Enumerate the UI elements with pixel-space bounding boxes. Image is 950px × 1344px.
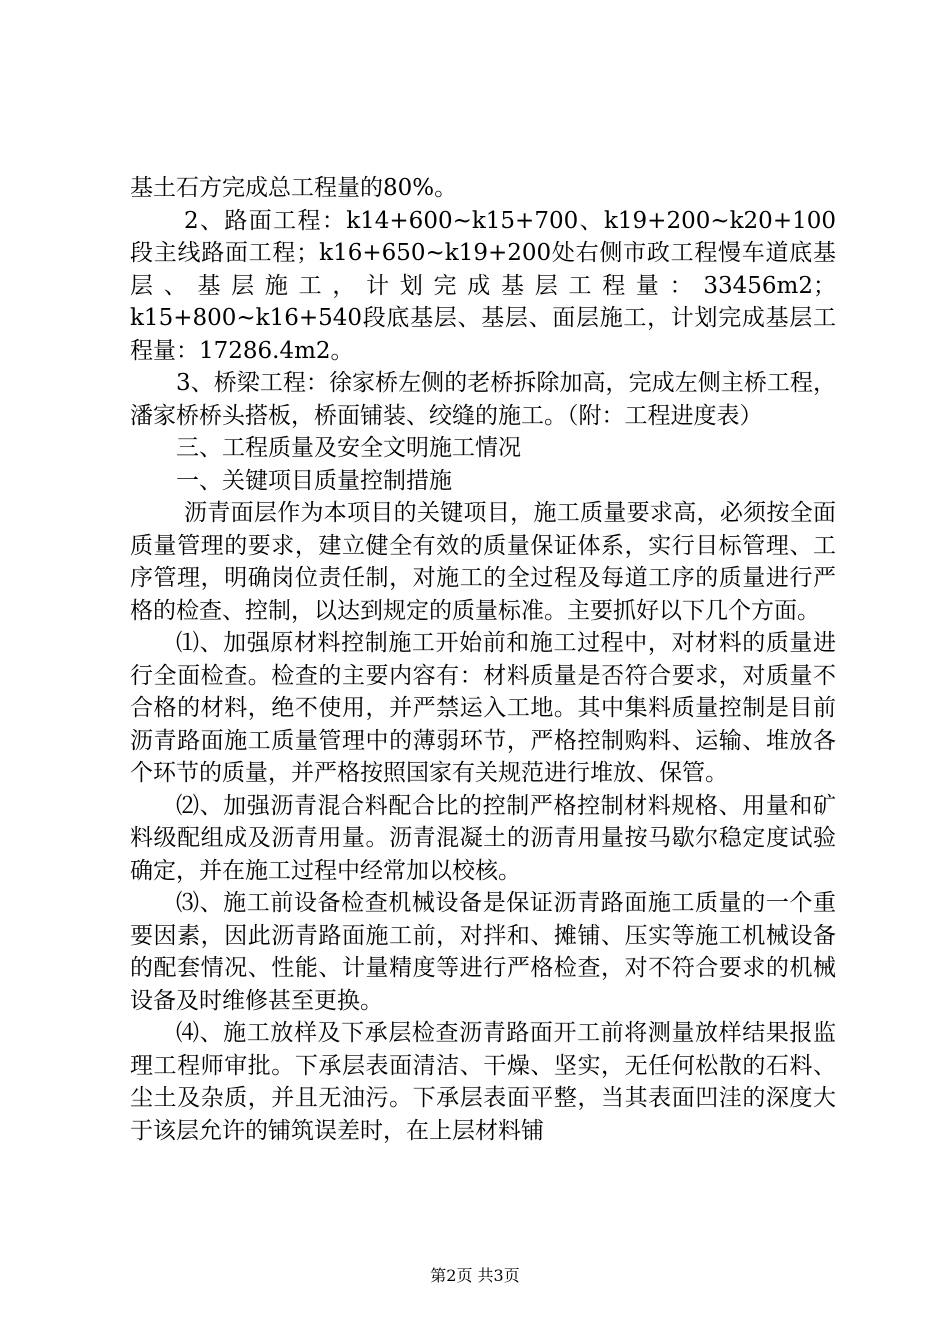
paragraph-7: ⑴、加强原材料控制施工开始前和施工过程中，对材料的质量进行全面检查。检查的主要内容有：材料质量是否符合要求，对质量不合格的材料，绝不使用，并严禁运入工地。其中集料质量控制是目前沥青路面施工质量管理中的薄弱环节，严格控制购料、运输、堆放各个环节的质量，并严格按照国家有关规范进行堆放、保管。 — [130, 630, 836, 786]
paragraph-8: ⑵、加强沥青混合料配合比的控制严格控制材料规格、用量和矿料级配组成及沥青用量。沥青混凝土的沥青用量按马歇尔稳定度试验确定，并在施工过程中经常加以校核。 — [130, 792, 836, 884]
paragraph-2: 2、路面工程：k14+600~k15+700、k19+200~k20+100段主线路面工程；k16+650~k19+200处右侧市政工程慢车道底基层、基层施工，计划完成基层工程量：33456m2；k15+800~k16+540段底基层、基层、面层施工，计划完成基层工程量：17286.4m2。 — [130, 207, 836, 364]
paragraph-10: ⑷、施工放样及下承层检查沥青路面开工前将测量放样结果报监理工程师审批。下承层表面清洁、干燥、坚实，无任何松散的石料、尘土及杂质，并且无油污。下承层表面平整，当其表面凹洼的深度大于该层允许的铺筑误差时，在上层材料铺 — [130, 1020, 836, 1144]
document-body — [130, 172, 836, 1147]
paragraph-6: 沥青面层作为本项目的关键项目，施工质量要求高，必须按全面质量管理的要求，建立健全有效的质量保证体系，实行目标管理、工序管理，明确岗位责任制，对施工的全过程及每道工序的质量进行严格的检查、控制，以达到规定的质量标准。主要抓好以下几个方面。 — [130, 500, 836, 624]
paragraph-1: 基土石方完成总工程量的80%。 — [130, 175, 458, 201]
page-footer: 第2页 共3页 — [430, 1266, 520, 1285]
section-heading-3: 三、工程质量及安全文明施工情况 — [176, 435, 521, 461]
section-heading-1: 一、关键项目质量控制措施 — [176, 467, 452, 494]
paragraph-9: ⑶、施工前设备检查机械设备是保证沥青路面施工质量的一个重要因素，因此沥青路面施工前，对拌和、摊铺、压实等施工机械设备的配套情况、性能、计量精度等进行严格检查，对不符合要求的机械设备及时维修甚至更换。 — [130, 890, 836, 1014]
paragraph-3: 3、桥梁工程：徐家桥左侧的老桥拆除加高，完成左侧主桥工程，潘家桥桥头搭板，桥面铺装、绞缝的施工。（附：工程进度表） — [130, 370, 836, 429]
